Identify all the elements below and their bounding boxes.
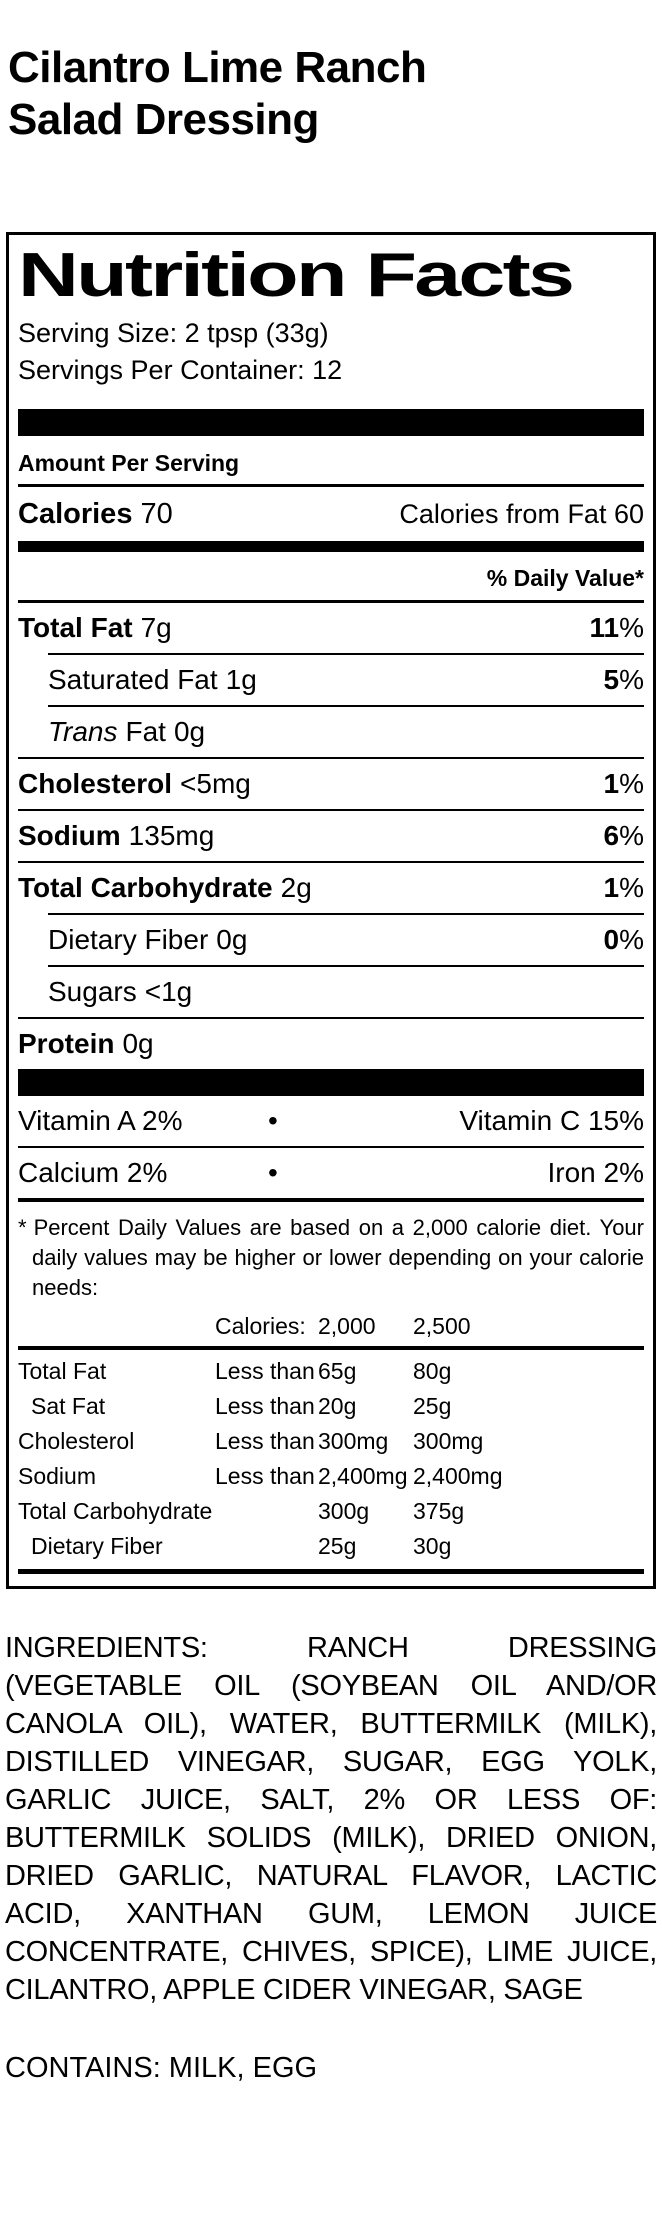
thick-divider-bar-bottom xyxy=(18,1069,644,1096)
ingredients-paragraph: INGREDIENTS: RANCH DRESSING (VEGETABLE OIL (SOYBEAN OIL AND/OR CANOLA OIL), WATER, BUTTERMILK (MILK), DISTILLED VINEGAR, SUGAR, EGG YOLK, GARLIC JUICE, SALT, 2% OR LESS OF: BUTTERMILK SOLIDS (MILK), DRIED ONION, DRIED GARLIC, NATURAL FLAVOR, LACTIC ACID, XANTHAN GUM, LEMON JUICE CONCENTRATE, CHIVES, SPICE), LIME JUICE, CILANTRO, APPLE CIDER VINEGAR, SAGE xyxy=(5,1631,657,2006)
table-closing-rule xyxy=(18,1569,644,1574)
nutrient-dv: 0% xyxy=(603,923,644,955)
nutrient-row-sodium xyxy=(18,809,644,861)
nutrient-row-total-carbohydrate xyxy=(18,861,644,913)
product-title-line1: Cilantro Lime Ranch xyxy=(8,43,427,92)
nutrient-row-trans-fat xyxy=(48,705,644,757)
vitamin-c: Vitamin C 15% xyxy=(459,1104,644,1136)
iron: Iron 2% xyxy=(547,1156,644,1188)
nutrient-amount: 135mg xyxy=(128,819,215,851)
nutrition-facts-heading: Nutrition Facts xyxy=(18,241,573,310)
nutrient-amount: <1g xyxy=(144,975,193,1007)
thick-divider-bar-top xyxy=(18,409,644,436)
nutrient-label: Cholesterol xyxy=(18,767,173,799)
bullet-separator: • xyxy=(268,1156,278,1188)
allergen-statement: CONTAINS: MILK, EGG xyxy=(5,2051,318,2084)
nutrient-amount: 7g xyxy=(140,611,172,643)
calories-label: Calories xyxy=(18,497,133,530)
calories-row xyxy=(18,487,644,541)
daily-value-header: % Daily Value* xyxy=(18,552,644,603)
serving-size: Serving Size: 2 tpsp (33g) xyxy=(18,317,329,348)
ref-row-total-fat: Total Fat Less than 65g 80g xyxy=(18,1357,452,1384)
ref-row-cholesterol: Cholesterol Less than 300mg 300mg xyxy=(18,1427,484,1454)
calcium: Calcium 2% xyxy=(18,1156,168,1188)
nutrient-row-cholesterol xyxy=(18,757,644,809)
nutrient-row-protein xyxy=(18,1017,644,1069)
ref-row-dietary-fiber: Dietary Fiber 25g 30g xyxy=(31,1532,452,1559)
nutrient-amount: <5mg xyxy=(180,767,251,799)
nutrient-label: Dietary Fiber xyxy=(48,923,209,955)
nutrient-amount: 0g xyxy=(173,715,206,747)
nutrient-row-dietary-fiber xyxy=(48,913,644,965)
calories-from-fat: Calories from Fat 60 xyxy=(399,498,644,529)
nutrient-amount: 0g xyxy=(216,923,248,955)
nutrient-dv: 1% xyxy=(603,871,644,903)
micronutrient-section xyxy=(18,1096,644,1202)
nutrient-amount: 1g xyxy=(225,663,257,695)
nutrient-label: Saturated Fat xyxy=(48,663,218,695)
product-title-line2: Salad Dressing xyxy=(8,95,319,144)
servings-per-container: Servings Per Container: 12 xyxy=(18,354,343,385)
nutrient-dv: 6% xyxy=(603,819,644,851)
ref-row-sodium: Sodium Less than 2,400mg 2,400mg xyxy=(18,1462,503,1489)
nutrient-label: Total Carbohydrate xyxy=(18,871,273,903)
ref-header-calories: Calories: xyxy=(215,1312,306,1339)
nutrient-row-sugars xyxy=(48,965,644,1017)
nutrient-label: Sodium xyxy=(18,819,121,851)
nutrient-row-saturated-fat xyxy=(48,653,644,705)
ref-header-2000: 2,000 xyxy=(318,1312,376,1339)
nutrient-label: Fat xyxy=(125,715,166,747)
nutrient-amount: 2g xyxy=(280,871,312,903)
daily-value-footnote xyxy=(18,1202,644,1303)
nutrient-dv: 1% xyxy=(603,767,644,799)
ref-header-2500: 2,500 xyxy=(413,1312,471,1339)
nutrient-label: Sugars xyxy=(48,975,137,1007)
footnote-asterisk: * xyxy=(18,1214,27,1240)
bullet-separator: • xyxy=(268,1104,278,1136)
reference-table-header xyxy=(18,1303,644,1350)
nutrient-label-italic: Trans xyxy=(48,715,118,747)
nutrient-row-total-fat xyxy=(18,603,644,653)
ref-row-sat-fat: Sat Fat Less than 20g 25g xyxy=(31,1392,452,1419)
medium-divider-bar xyxy=(18,541,644,552)
nutrient-dv: 5% xyxy=(603,663,644,695)
vitamin-a: Vitamin A 2% xyxy=(18,1104,183,1136)
calories-value: 70 xyxy=(140,497,173,530)
calories-label-value xyxy=(18,498,173,531)
reference-table-body xyxy=(18,1350,644,1564)
vitamin-row xyxy=(18,1096,644,1146)
mineral-row xyxy=(18,1146,644,1198)
nutrient-label: Protein xyxy=(18,1027,115,1059)
nutrient-dv: 11% xyxy=(589,611,644,643)
product-title xyxy=(0,0,662,146)
nutrient-label: Total Fat xyxy=(18,611,133,643)
ref-row-total-carbohydrate: Total Carbohydrate 300g 375g xyxy=(18,1497,465,1524)
amount-per-serving-heading: Amount Per Serving xyxy=(18,436,644,487)
footnote-text: Percent Daily Values are based on a 2,000 calorie diet. Your daily values may be higher or lower depending on your calorie needs: xyxy=(32,1214,644,1300)
nutrition-facts-panel xyxy=(6,232,656,1589)
nutrient-amount: 0g xyxy=(122,1027,154,1059)
